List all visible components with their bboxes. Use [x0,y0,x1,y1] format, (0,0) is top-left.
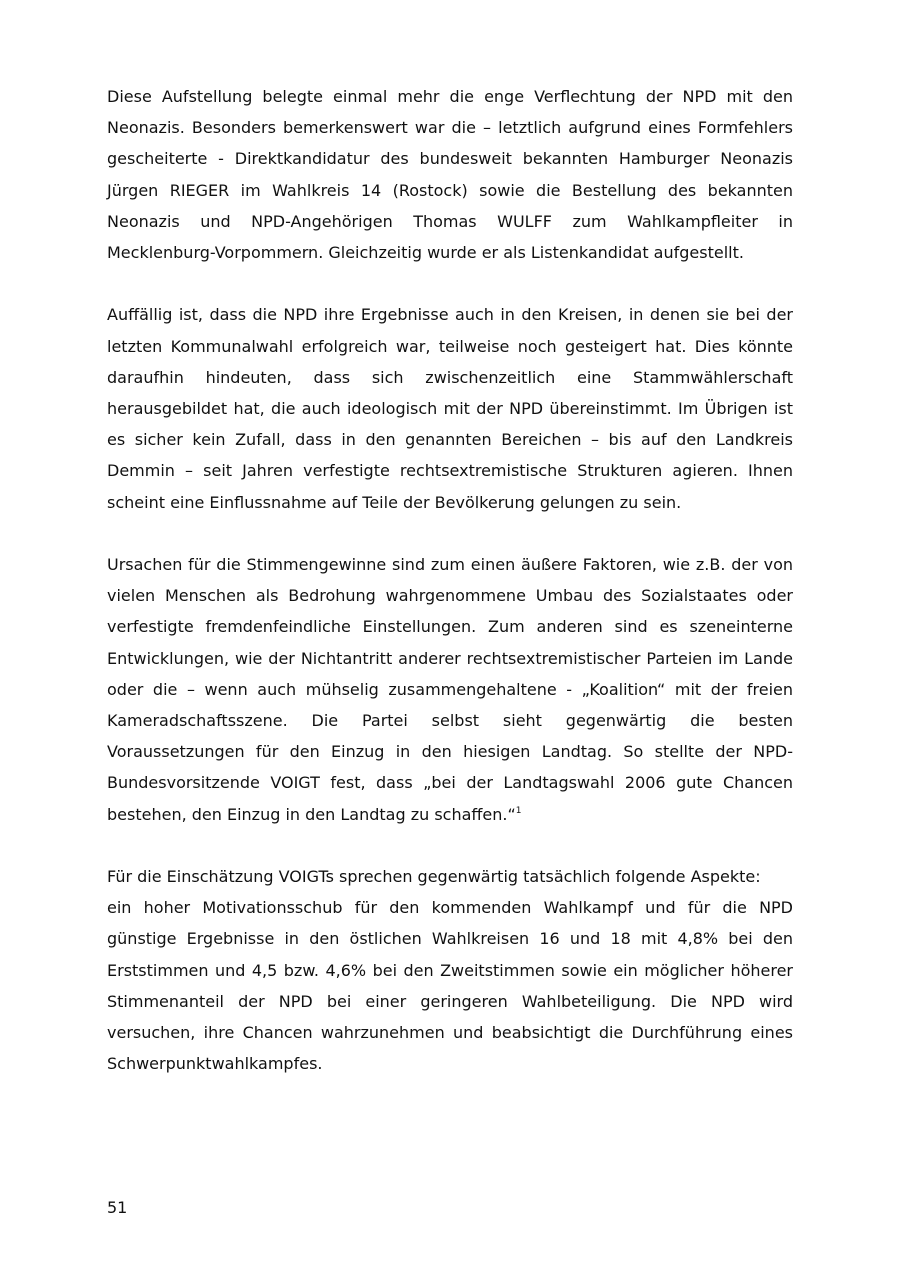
footnote-marker[interactable]: 1 [515,805,522,816]
paragraph-spacer [107,830,793,861]
page-number: 51 [107,1198,128,1217]
paragraph-causes-text: Ursachen für die Stimmengewinne sind zum einen äußere Faktoren, wie z.B. der von vielen Menschen als Bedrohung wahrgenommene Umbau des Sozialstaates oder verfestigte fremdenfeindliche Einstellungen. Zum anderen sind es szeneinterne Entwicklungen, wie der Nichtantritt anderer rechtsextremistischer Parteien im Lande oder die – wenn auch mühselig zusammengehaltene - „Koalition“ mit der freien Kameradschaftsszene. Die Partei selbst sieht gegenwärtig die besten Voraussetzungen für den Einzug in den hiesigen Landtag. So stellte der NPD-Bundesvorsitzende VOIGT fest, dass „bei der Landtagswahl 2006 gute Chancen bestehen, den Einzug in den Landtag zu schaffen.“ [107,555,793,824]
paragraph-causes [107,549,793,830]
paragraph-voter-base: Auffällig ist, dass die NPD ihre Ergebnisse auch in den Kreisen, in denen sie bei der letzten Kommunalwahl erfolgreich war, teilweise noch gesteigert hat. Dies könnte daraufhin hindeuten, dass sich zwischenzeitlich eine Stammwählerschaft herausgebildet hat, die auch ideologisch mit der NPD übereinstimmt. Im Übrigen ist es sicher kein Zufall, dass in den genannten Bereichen – bis auf den Landkreis Demmin – seit Jahren verfestigte rechtsextremistische Strukturen agieren. Ihnen scheint eine Einflussnahme auf Teile der Bevölkerung gelungen zu sein. [107,305,793,512]
paragraph-spacer [107,518,793,549]
document-body [107,81,793,1079]
paragraph-spacer [107,268,793,299]
paragraph-npd-neonazi-links: Diese Aufstellung belegte einmal mehr die enge Verflechtung der NPD mit den Neonazis. Besonders bemerkenswert war die – letztlich aufgrund eines Formfehlers gescheiterte - Direktkandidatur des bundesweit bekannten Hamburger Neonazis Jürgen RIEGER im Wahlkreis 14 (Rostock) sowie die Bestellung des bekannten Neonazis und NPD-Angehörigen Thomas WULFF zum Wahlkampfleiter in Mecklenburg-Vorpommern. Gleichzeitig wurde er als Listenkandidat aufgestellt. [107,87,793,263]
paragraph-aspects-intro: Für die Einschätzung VOIGTs sprechen gegenwärtig tatsächlich folgende Aspekte: [107,867,761,887]
paragraph-aspects: ein hoher Motivationsschub für den kommenden Wahlkampf und für die NPD günstige Ergebnisse in den östlichen Wahlkreisen 16 und 18 mit 4,8% bei den Erststimmen und 4,5 bzw. 4,6% bei den Zweitstimmen sowie ein möglicher höherer Stimmenanteil der NPD bei einer geringeren Wahlbeteiligung. Die NPD wird versuchen, ihre Chancen wahrzunehmen und beabsichtigt die Durchführung eines Schwerpunktwahlkampfes. [107,898,793,1074]
